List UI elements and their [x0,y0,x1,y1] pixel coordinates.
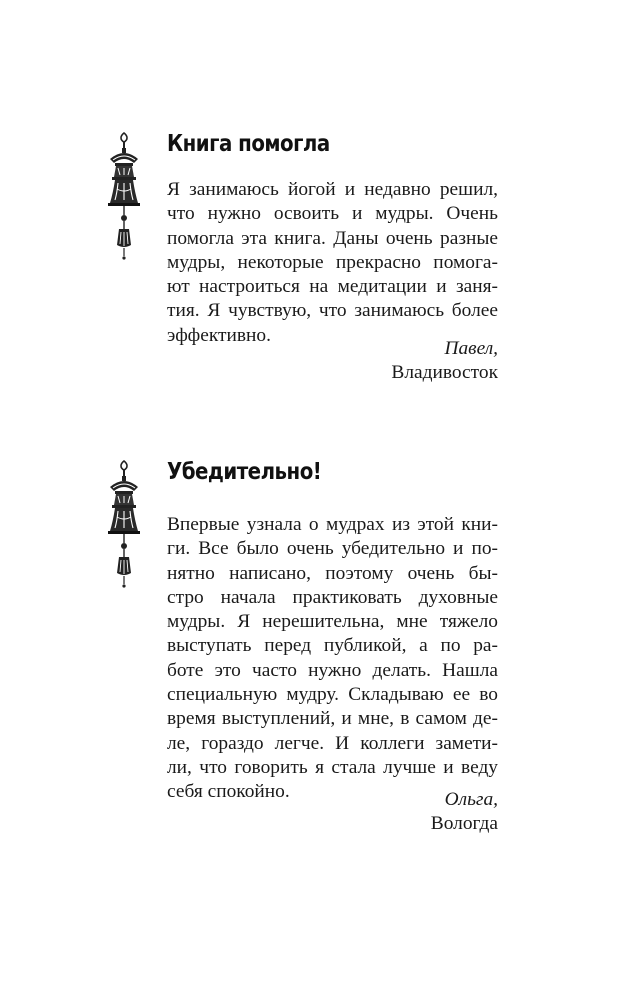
text-line: ли, что говорить я стала лучше и веду [167,756,498,778]
text-line: помогла эта книга. Даны очень разные [167,227,498,249]
text-line: мудры. Я нерешительна, мне тяжело [167,611,498,633]
review-text [167,513,498,805]
review-title: Книга помогла [167,131,330,157]
text-line: Я занимаюсь йогой и недавно решил, [167,179,498,200]
text-line: тия. Я чувствую, что занимаюсь более [167,300,498,322]
text-line: время выступлений, и мне, в самом де- [167,708,498,730]
review-signature [391,337,498,386]
author-city: Вологда [430,813,498,835]
text-line: себя спокойно. [167,781,290,803]
author-name: Ольга, [444,789,498,810]
review-title: Убедительно! [167,459,322,485]
text-line: боте это часто нужно делать. Нашла [167,659,498,681]
text-line: специальную мудру. Складываю ее во [167,684,498,706]
text-line: нятно написано, поэтому очень бы- [167,562,498,584]
bell-ornament-icon [104,128,144,268]
text-line: что нужно освоить и мудры. Очень [167,203,498,225]
text-line: ле, гораздо легче. И коллеги замети- [167,732,498,754]
text-line: ги. Все было очень убедительно и по- [167,538,498,560]
text-line: мудры, некоторые прекрасно помога- [167,251,498,273]
author-name: Павел, [444,338,498,359]
text-line: стро начала практиковать духовные [167,586,498,608]
review-text [167,178,498,348]
text-line: Впервые узнала о мудрах из этой кни- [167,514,498,535]
text-line: ют настроиться на медитации и заня- [167,276,498,298]
author-city: Владивосток [391,362,498,384]
bell-ornament-icon [104,456,144,596]
review-signature [431,788,498,837]
text-line: выступать перед публикой, а по ра- [167,635,498,657]
text-line: эффективно. [167,324,271,346]
